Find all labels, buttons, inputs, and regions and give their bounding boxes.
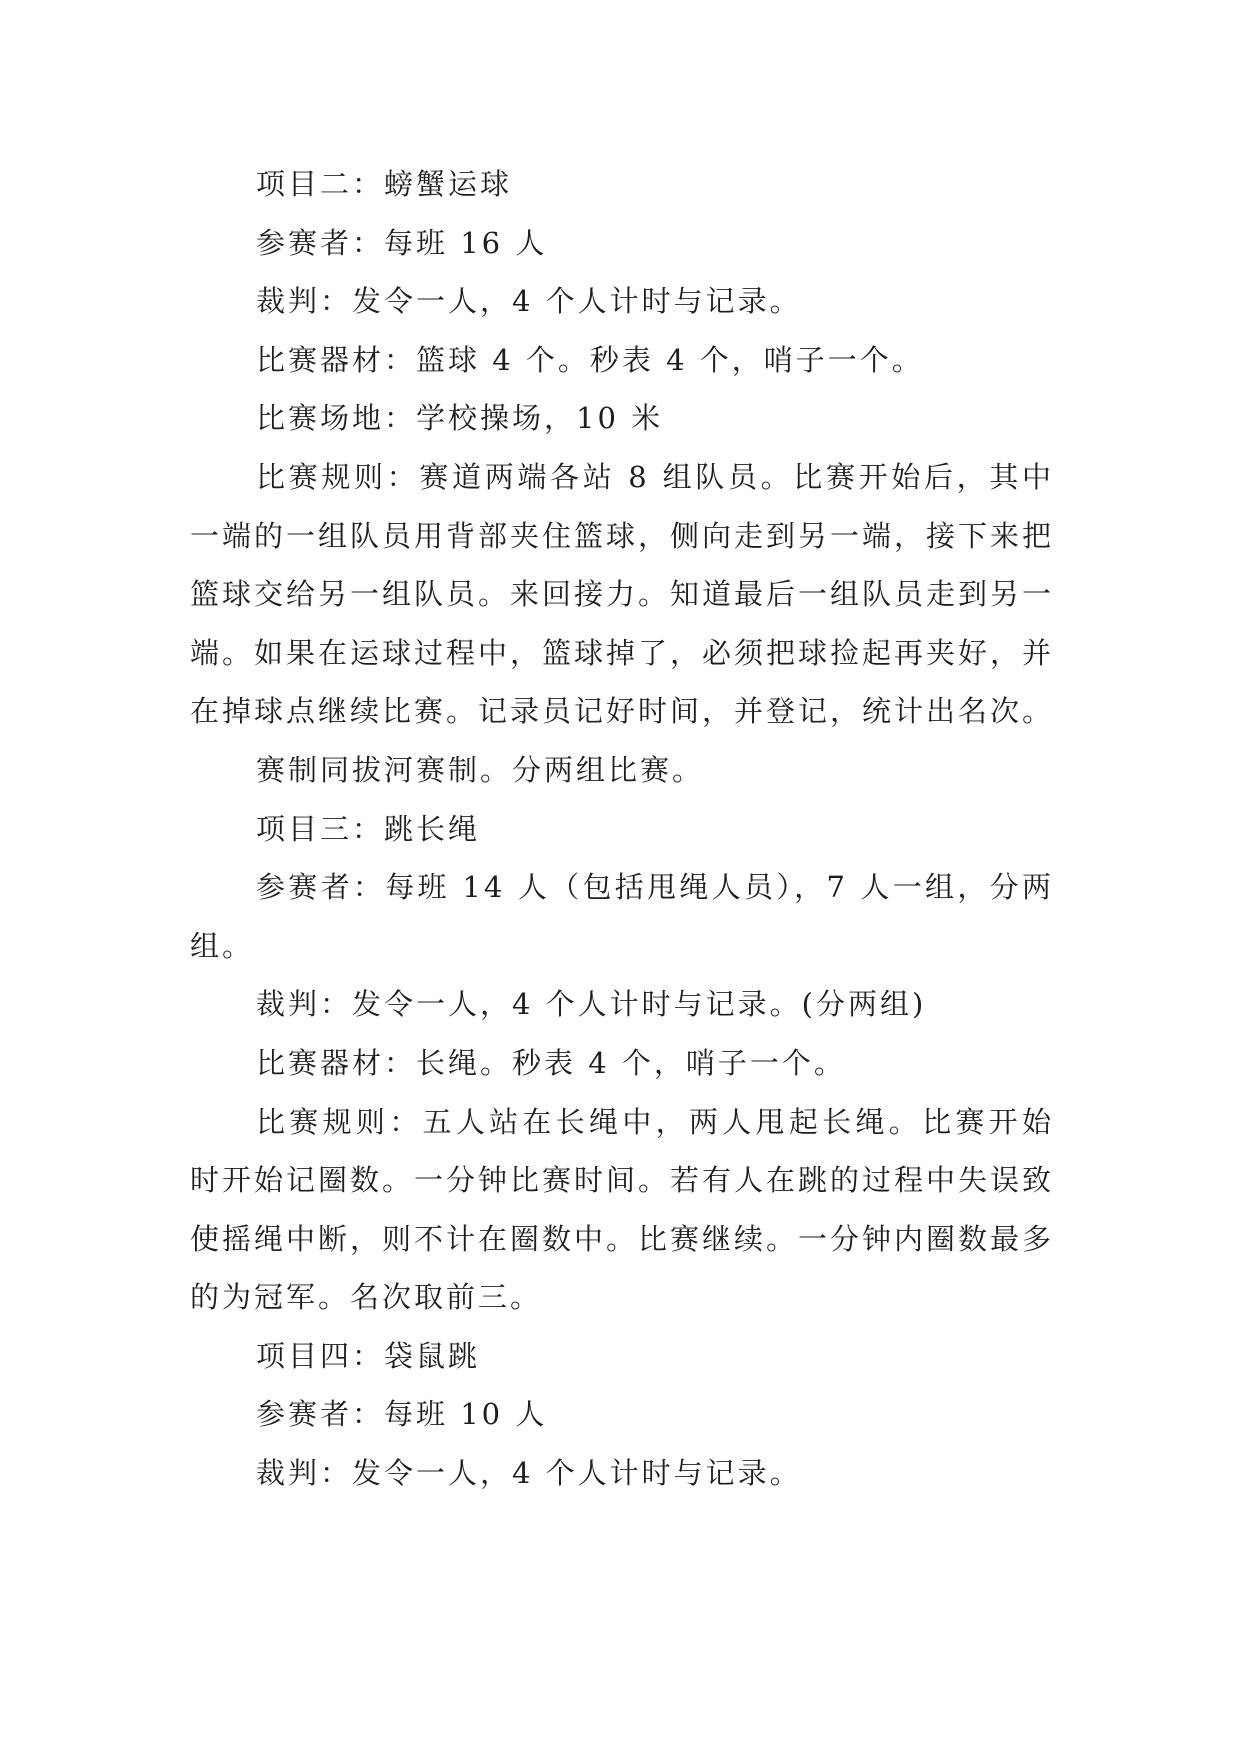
rules-paragraph: 比赛规则：五人站在长绳中，两人甩起长绳。比赛开始时开始记圈数。一分钟比赛时间。若有人在跳的过程中失误致使摇绳中断，则不计在圈数中。比赛继续。一分钟内圈数最多的为冠军。名次取前三。 (190, 1104, 1055, 1315)
participants-line: 参赛者：每班 16 人 (256, 225, 548, 260)
rules-paragraph: 比赛规则：赛道两端各站 8 组队员。比赛开始后，其中一端的一组队员用背部夹住篮球，侧向走到另一端，接下来把篮球交给另一组队员。来回接力。知道最后一组队员走到另一端。如果在运球过程中，篮球掉了，必须把球捡起再夹好，并在掉球点继续比赛。记录员记好时间，并登记，统计出名次。 (190, 459, 1055, 729)
referee-line: 裁判：发令一人，4 个人计时与记录。 (256, 284, 802, 319)
referee-line: 裁判：发令一人，4 个人计时与记录。 (256, 1456, 802, 1491)
heading-project-2: 项目二：螃蟹运球 (256, 167, 513, 201)
equipment-line: 比赛器材：篮球 4 个。秒表 4 个，哨子一个。 (256, 342, 924, 377)
heading-project-3: 项目三：跳长绳 (256, 811, 481, 846)
document-page (190, 155, 1054, 1503)
participants-line: 参赛者：每班 14 人（包括甩绳人员），7 人一组，分两组。 (190, 870, 1054, 963)
participants-line: 参赛者：每班 10 人 (256, 1397, 548, 1432)
equipment-line: 比赛器材：长绳。秒表 4 个，哨子一个。 (256, 1045, 846, 1080)
heading-project-4: 项目四：袋鼠跳 (256, 1338, 481, 1373)
format-line: 赛制同拔河赛制。分两组比赛。 (256, 752, 705, 787)
venue-line: 比赛场地：学校操场，10 米 (256, 401, 664, 436)
referee-line: 裁判：发令一人，4 个人计时与记录。(分两组) (256, 987, 927, 1022)
